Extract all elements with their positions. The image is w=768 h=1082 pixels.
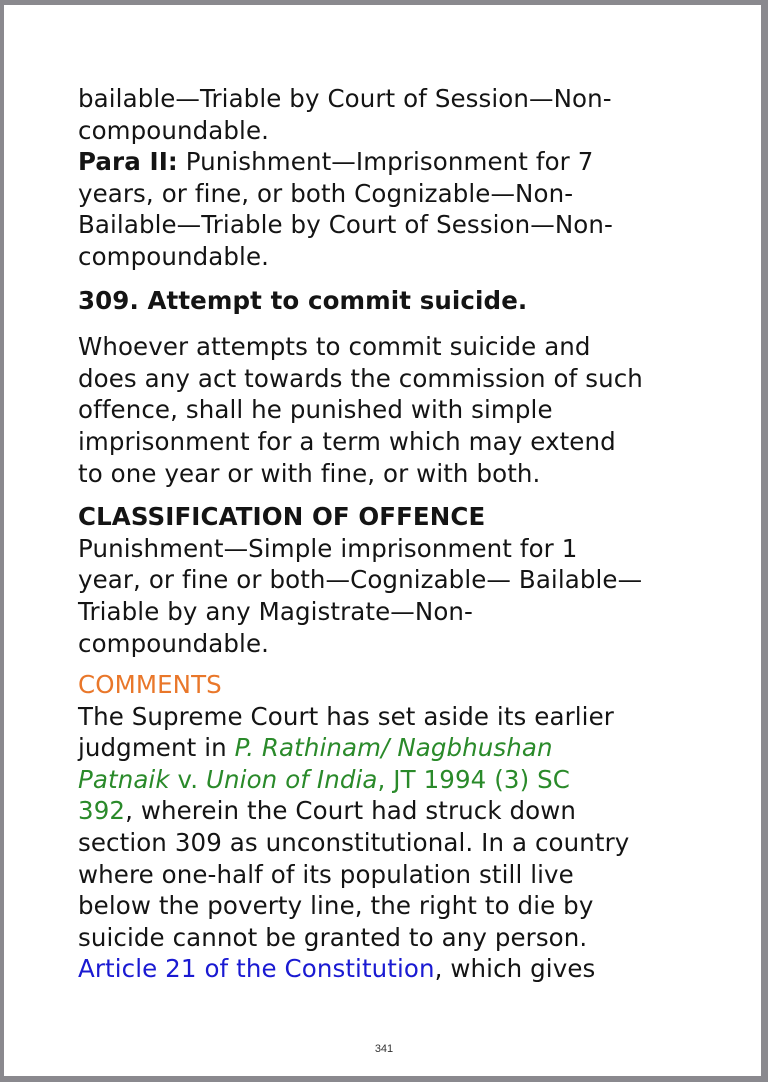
text-line: compoundable. (78, 241, 270, 271)
case-name-part3: Union of India (206, 764, 378, 794)
case-versus: v. (169, 764, 207, 794)
text-line: The Supreme Court has set aside its earlier (78, 701, 614, 731)
classification-heading: CLASSIFICATION OF OFFENCE (78, 502, 486, 532)
text-fragment: judgment in (78, 733, 235, 763)
section-body (78, 331, 698, 489)
text-line: Punishment—Simple imprisonment for 1 (78, 533, 578, 563)
case-citation-text: , JT 1994 (3) SC (377, 764, 570, 794)
text-line: does any act towards the commission of such (78, 363, 643, 393)
text-line: years, or fine, or both Cognizable—Non- (78, 178, 574, 208)
para-ii-first-line: Punishment—Imprisonment for 7 (177, 147, 594, 177)
page-content (78, 83, 698, 985)
text-line: bailable—Triable by Court of Session—Non- (78, 84, 612, 113)
section-title: 309. Attempt to commit suicide. (78, 285, 528, 315)
comments-body (78, 701, 698, 985)
article-21-link[interactable]: Article 21 of the Constitution (78, 954, 435, 984)
text-line: below the poverty line, the right to die by (78, 891, 594, 921)
comments-heading: COMMENTS (78, 670, 222, 700)
case-citation-link[interactable] (235, 733, 553, 762)
text-line: suicide cannot be granted to any person. (78, 922, 588, 952)
para-ii-label: Para II: (78, 147, 178, 177)
text-line: Triable by any Magistrate—Non- (78, 596, 473, 626)
text-line: to one year or with fine, or with both. (78, 458, 541, 488)
text-fragment: , wherein the Court had struck down (125, 796, 577, 826)
text-line: year, or fine or both—Cognizable— Bailable— (78, 565, 643, 595)
classification-body (78, 533, 698, 659)
para-ii-paragraph (78, 146, 698, 272)
text-line: Bailable—Triable by Court of Session—Non- (78, 210, 613, 240)
text-line: imprisonment for a term which may extend (78, 426, 616, 456)
case-name-part2: Patnaik (78, 764, 170, 794)
text-line (78, 146, 698, 178)
text-line: offence, shall he punished with simple (78, 395, 553, 425)
text-line (78, 732, 698, 764)
text-line: compoundable. (78, 115, 270, 145)
case-name-part1: P. Rathinam/ Nagbhushan (234, 733, 553, 763)
case-citation-link[interactable] (78, 764, 698, 796)
text-line: where one-half of its population still live (78, 859, 574, 889)
document-page (4, 5, 761, 1076)
text-line: section 309 as unconstitutional. In a country (78, 828, 630, 858)
continuation-paragraph (78, 83, 698, 146)
text-line: Whoever attempts to commit suicide and (78, 332, 591, 362)
text-line (78, 795, 698, 827)
text-line: compoundable. (78, 628, 270, 658)
case-citation-end[interactable]: 392 (78, 796, 126, 826)
page-number: 341 (374, 1043, 394, 1055)
text-line (78, 953, 698, 985)
text-fragment: , which gives (434, 954, 596, 984)
